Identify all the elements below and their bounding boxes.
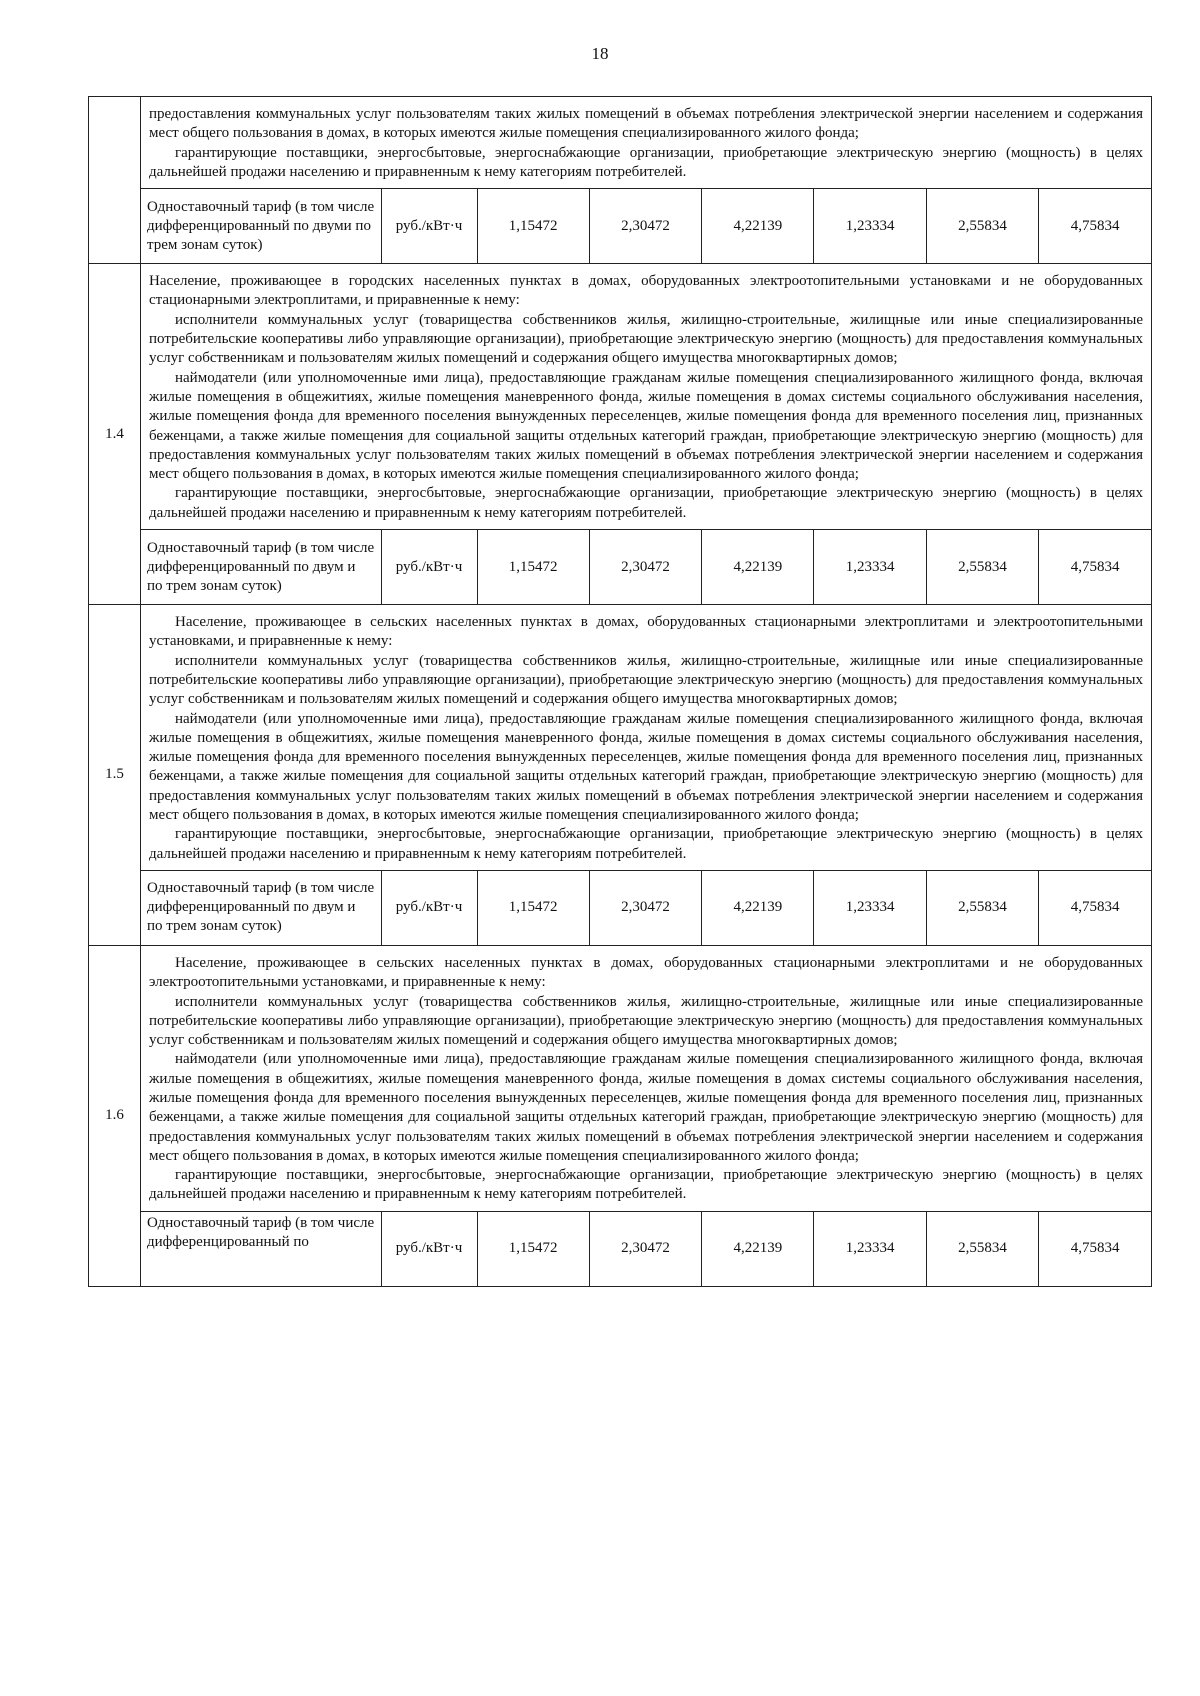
tariff-value: 1,23334 [814, 1211, 926, 1286]
section-number: 1.5 [89, 605, 141, 946]
tariff-unit: руб./кВт·ч [381, 530, 477, 605]
paragraph: исполнители коммунальных услуг (товарищества собственников жилья, жилищно-строительные, жилищные или иные специализированные потребительские кооперативы либо управляющие организации), приобретающие электрическую энергию (мощность) для предоставления коммунальных услуг собственникам и пользователям жилых помещений и содержания общего имущества многоквартирных домов; [149, 652, 1143, 708]
tariff-value: 4,75834 [1039, 189, 1151, 264]
tariff-value: 4,22139 [702, 1211, 814, 1286]
section-number: 1.6 [89, 945, 141, 1286]
tariff-row [141, 870, 1151, 945]
tariff-value: 2,30472 [589, 1211, 701, 1286]
section-row-1-4 [89, 264, 1152, 605]
paragraph: гарантирующие поставщики, энергосбытовые, энергоснабжающие организации, приобретающие электрическую энергию (мощность) в целях дальнейшей продажи населению и приравненным к нему категориям потребителей. [149, 144, 1143, 180]
paragraph: Население, проживающее в сельских населенных пунктах в домах, оборудованных стационарными электроплитами и не оборудованных электроотопительными установками, и приравненные к нему: [149, 954, 1143, 991]
section-text [141, 97, 1151, 188]
paragraph: Население, проживающее в сельских населенных пунктах в домах, оборудованных стационарными электроплитами и электроотопительными установками, и приравненные к нему: [149, 614, 1143, 650]
paragraph: исполнители коммунальных услуг (товарищества собственников жилья, жилищно-строительные, жилищные или иные специализированные потребительские кооперативы либо управляющие организации), приобретающие электрическую энергию (мощность) для предоставления коммунальных услуг собственникам и пользователям жилых помещений и содержания общего имущества многоквартирных домов; [149, 311, 1143, 367]
section-number [89, 97, 141, 264]
section-text [141, 605, 1151, 870]
tariff-unit: руб./кВт·ч [381, 870, 477, 945]
tariff-value: 4,75834 [1039, 870, 1151, 945]
tariff-value: 1,15472 [477, 530, 589, 605]
tariff-row [141, 188, 1151, 263]
tariff-row [141, 529, 1151, 604]
tariff-unit: руб./кВт·ч [381, 189, 477, 264]
section-row-1-5 [89, 605, 1152, 946]
tariff-value: 4,75834 [1039, 1211, 1151, 1286]
paragraph: предоставления коммунальных услуг пользователям таких жилых помещений в объемах потребления электрической энергии населением и содержания мест общего пользования в домах, в которых имеются жилые помещения специализированного жилого фонда; [149, 106, 1143, 142]
tariff-value: 1,23334 [814, 870, 926, 945]
tariff-value: 2,55834 [926, 189, 1038, 264]
paragraph: наймодатели (или уполномоченные ими лица), предоставляющие гражданам жилые помещения специализированного жилищного фонда, включая жилые помещения в общежитиях, жилые помещения маневренного фонда, жилые помещения в домах системы социального обслуживания населения, жилые помещения фонда для временного поселения вынужденных переселенцев, жилые помещения фонда для временного поселения лиц, признанных беженцами, а также жилые помещения для социальной защиты отдельных категорий граждан, приобретающие электрическую энергию (мощность) для предоставления коммунальных услуг пользователям таких жилых помещений в объемах потребления электрической энергии населением и содержания мест общего пользования в домах, в которых имеются жилые помещения специализированного жилого фонда; [149, 710, 1143, 824]
tariff-label: Одноставочный тариф (в том числе дифференцированный по двум и по трем зонам суток) [141, 870, 381, 945]
paragraph: Население, проживающее в городских населенных пунктах в домах, оборудованных электроотопительными установками и не оборудованных стационарными электроплитами, и приравненные к нему: [149, 273, 1143, 309]
tariff-table [88, 96, 1152, 1287]
tariff-value: 1,15472 [477, 189, 589, 264]
tariff-unit: руб./кВт·ч [381, 1211, 477, 1286]
tariff-value: 2,30472 [589, 530, 701, 605]
paragraph: гарантирующие поставщики, энергосбытовые, энергоснабжающие организации, приобретающие электрическую энергию (мощность) в целях дальнейшей продажи населению и приравненным к нему категориям потребителей. [149, 826, 1143, 862]
tariff-value: 2,55834 [926, 870, 1038, 945]
page-number: 18 [591, 44, 609, 63]
paragraph: гарантирующие поставщики, энергосбытовые, энергоснабжающие организации, приобретающие электрическую энергию (мощность) в целях дальнейшей продажи населению и приравненным к нему категориям потребителей. [149, 485, 1143, 521]
paragraph: гарантирующие поставщики, энергосбытовые, энергоснабжающие организации, приобретающие электрическую энергию (мощность) в целях дальнейшей продажи населению и приравненным к нему категориям потребителей. [149, 1167, 1143, 1203]
tariff-value: 1,15472 [477, 870, 589, 945]
tariff-value: 1,15472 [477, 1211, 589, 1286]
section-number: 1.4 [89, 264, 141, 605]
tariff-row [141, 1211, 1151, 1286]
section-text [141, 264, 1151, 529]
tariff-label: Одноставочный тариф (в том числе дифференцированный по [141, 1211, 381, 1286]
tariff-label: Одноставочный тариф (в том числе дифференцированный по двум и по трем зонам суток) [141, 530, 381, 605]
section-row-1-6 [89, 945, 1152, 1286]
tariff-value: 2,30472 [589, 870, 701, 945]
paragraph: наймодатели (или уполномоченные ими лица), предоставляющие гражданам жилые помещения специализированного жилищного фонда, включая жилые помещения в общежитиях, жилые помещения маневренного фонда, жилые помещения в домах системы социального обслуживания населения, жилые помещения фонда для временного поселения вынужденных переселенцев, жилые помещения фонда для временного поселения лиц, признанных беженцами, а также жилые помещения для социальной защиты отдельных категорий граждан, приобретающие электрическую энергию (мощность) для предоставления коммунальных услуг пользователям таких жилых помещений в объемах потребления электрической энергии населением и содержания мест общего пользования в домах, в которых имеются жилые помещения специализированного жилого фонда; [149, 1051, 1143, 1164]
paragraph: наймодатели (или уполномоченные ими лица), предоставляющие гражданам жилые помещения специализированного жилищного фонда, включая жилые помещения в общежитиях, жилые помещения маневренного фонда, жилые помещения в домах системы социального обслуживания населения, жилые помещения фонда для временного поселения вынужденных переселенцев, жилые помещения фонда для временного поселения лиц, признанных беженцами, а также жилые помещения для социальной защиты отдельных категорий граждан, приобретающие электрическую энергию (мощность) для предоставления коммунальных услуг пользователям таких жилых помещений в объемах потребления электрической энергии населением и содержания мест общего пользования в домах, в которых имеются жилые помещения специализированного жилого фонда; [149, 369, 1143, 483]
tariff-value: 4,75834 [1039, 530, 1151, 605]
section-row-continuation [89, 97, 1152, 264]
tariff-label: Одноставочный тариф (в том числе дифференцированный по двуми по трем зонам суток) [141, 189, 381, 264]
tariff-value: 2,55834 [926, 1211, 1038, 1286]
tariff-value: 2,55834 [926, 530, 1038, 605]
tariff-value: 4,22139 [702, 870, 814, 945]
tariff-value: 4,22139 [702, 189, 814, 264]
tariff-value: 1,23334 [814, 530, 926, 605]
tariff-value: 1,23334 [814, 189, 926, 264]
paragraph: исполнители коммунальных услуг (товарищества собственников жилья, жилищно-строительные, жилищные или иные специализированные потребительские кооперативы либо управляющие организации), приобретающие электрическую энергию (мощность) для предоставления коммунальных услуг собственникам и пользователям жилых помещений и содержания общего имущества многоквартирных домов; [149, 993, 1143, 1049]
section-text [141, 946, 1151, 1211]
tariff-value: 4,22139 [702, 530, 814, 605]
tariff-value: 2,30472 [589, 189, 701, 264]
